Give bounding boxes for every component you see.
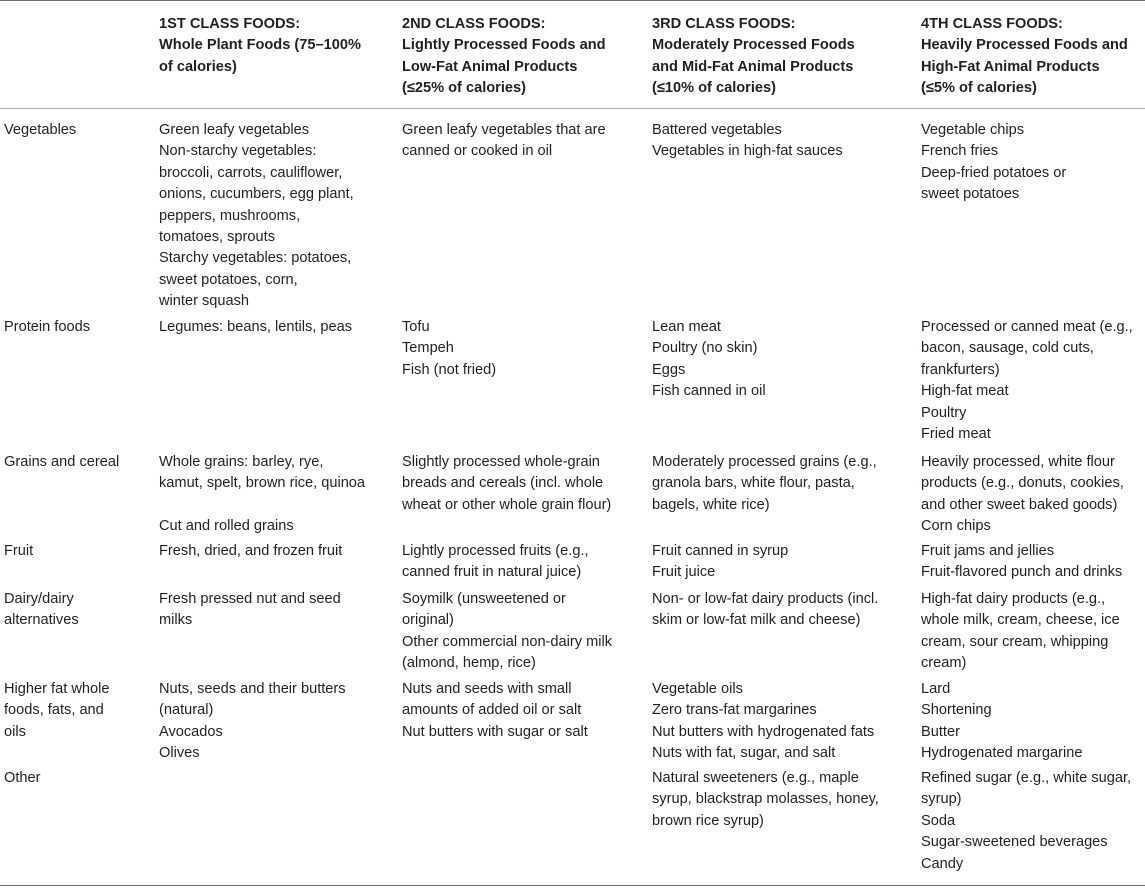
cell-line: oils (4, 723, 26, 740)
cell-line: Olives (159, 745, 200, 762)
cell-line: Other commercial non-dairy milk (402, 633, 613, 650)
cell-line: Vegetables in high-fat sauces (652, 143, 843, 160)
cell-line: bacon, sausage, cold cuts, (921, 340, 1094, 357)
cell-line: peppers, mushrooms, (159, 207, 301, 224)
cell-line: (natural) (159, 702, 214, 719)
cell-line: onions, cucumbers, egg plant, (159, 186, 354, 203)
cell-3rd-class (652, 317, 766, 403)
cell-line: syrup) (921, 791, 962, 808)
cell-line: Non-starchy vegetables: (159, 143, 317, 160)
cell-1st-class (159, 120, 354, 313)
cell-line: amounts of added oil or salt (402, 702, 582, 719)
cell-4th-class (921, 541, 1122, 584)
cell-4th-class (921, 317, 1133, 445)
cell-3rd-class (652, 120, 843, 163)
cell-line: wheat or other whole grain flour) (402, 496, 612, 513)
cell-line: canned or cooked in oil (402, 143, 553, 160)
cell-line: High-fat dairy products (e.g., (921, 591, 1106, 607)
cell-line: Fish canned in oil (652, 383, 766, 400)
cell-line: Processed or canned meat (e.g., (921, 319, 1133, 335)
row-label (4, 541, 33, 562)
table-header-row (0, 14, 1145, 104)
cell-line: winter squash (159, 293, 250, 310)
cell-1st-class (159, 317, 352, 338)
row-label (4, 679, 109, 743)
cell-3rd-class (652, 541, 788, 584)
cell-line: Heavily processed, white flour (921, 454, 1115, 470)
cell-line: Fresh, dried, and frozen fruit (159, 543, 343, 559)
cell-2nd-class (402, 452, 611, 516)
cell-line: Deep-fried potatoes or (921, 164, 1067, 181)
cell-line: Nut butters with sugar or salt (402, 723, 588, 740)
cell-4th-class (921, 768, 1131, 875)
cell-line: skim or low-fat milk and cheese) (652, 612, 861, 629)
cell-line: Higher fat whole (4, 681, 110, 697)
cell-2nd-class (402, 679, 588, 743)
blank-line (159, 495, 365, 516)
cell-line: cream) (921, 655, 967, 672)
cell-line: Nuts and seeds with small (402, 681, 572, 697)
cell-line: Lard (921, 681, 951, 697)
cell-line: and other sweet baked goods) (921, 496, 1118, 513)
cell-line: Fruit (4, 543, 34, 559)
cell-line: Legumes: beans, lentils, peas (159, 319, 353, 335)
cell-line: broccoli, carrots, cauliflower, (159, 164, 343, 181)
cell-line: Vegetable chips (921, 122, 1025, 138)
cell-line: Battered vegetables (652, 122, 782, 138)
cell-line: sweet potatoes (921, 186, 1020, 203)
cell-line: tomatoes, sprouts (159, 229, 275, 246)
cell-line: canned fruit in natural juice) (402, 564, 582, 581)
cell-3rd-class (652, 589, 878, 632)
cell-line: Fruit-flavored punch and drinks (921, 564, 1123, 581)
cell-1st-class (159, 541, 342, 562)
cell-line: granola bars, white flour, pasta, (652, 475, 855, 492)
cell-line: Nut butters with hydrogenated fats (652, 723, 875, 740)
cell-4th-class (921, 120, 1066, 206)
cell-3rd-class (652, 452, 877, 516)
cell-line: Hydrogenated margarine (921, 745, 1083, 762)
cell-line: Vegetable oils (652, 681, 743, 697)
cell-line: High-fat meat (921, 383, 1009, 400)
cell-4th-class (921, 589, 1120, 675)
cell-line: Vegetables (4, 122, 77, 138)
cell-line: Grains and cereal (4, 454, 120, 470)
cell-4th-class (921, 679, 1082, 765)
cell-line: Corn chips (921, 518, 991, 535)
cell-line: sweet potatoes, corn, (159, 271, 298, 288)
header-3rd-class: 3RD CLASS FOODS: Moderately Processed Foods and Mid-Fat Animal Products (≤10% of calories) (652, 16, 855, 97)
cell-line: whole milk, cream, cheese, ice (921, 612, 1120, 629)
header-4th-class: 4TH CLASS FOODS: Heavily Processed Foods and High-Fat Animal Products (≤5% of calories) (921, 16, 1128, 97)
cell-line: Soda (921, 812, 956, 829)
cell-line: Whole grains: barley, rye, (159, 454, 324, 470)
row-label (4, 317, 90, 338)
cell-2nd-class (402, 589, 612, 675)
header-1st-class: 1ST CLASS FOODS: Whole Plant Foods (75–100% of calories) (159, 16, 361, 75)
cell-line: Non- or low-fat dairy products (incl. (652, 591, 879, 607)
cell-line: frankfurters) (921, 361, 1000, 378)
row-label (4, 120, 76, 141)
cell-4th-class (921, 452, 1124, 538)
header-2nd-class: 2ND CLASS FOODS: Lightly Processed Foods and Low-Fat Animal Products (≤25% of calories) (402, 16, 606, 97)
cell-line: Avocados (159, 723, 223, 740)
cell-line: Lightly processed fruits (e.g., (402, 543, 589, 559)
cell-line: Poultry (921, 404, 967, 421)
row-label (4, 589, 79, 632)
cell-2nd-class (402, 541, 589, 584)
cell-line: original) (402, 612, 454, 629)
cell-line: Eggs (652, 361, 686, 378)
cell-line: Zero trans-fat margarines (652, 702, 817, 719)
cell-line: Moderately processed grains (e.g., (652, 454, 877, 470)
cell-line: products (e.g., donuts, cookies, (921, 475, 1124, 492)
cell-line: Tempeh (402, 340, 454, 357)
cell-line: Nuts with fat, sugar, and salt (652, 745, 836, 762)
cell-line: Sugar-sweetened beverages (921, 834, 1108, 851)
cell-1st-class (159, 679, 346, 765)
row-label (4, 768, 41, 789)
header-divider-rule (0, 108, 1145, 109)
cell-line: Fish (not fried) (402, 361, 497, 378)
cell-line: breads and cereals (incl. whole (402, 475, 604, 492)
cell-line: Cut and rolled grains (159, 518, 294, 535)
cell-line: Butter (921, 723, 960, 740)
cell-line: cream, sour cream, whipping (921, 633, 1109, 650)
row-label (4, 452, 119, 473)
cell-line: Green leafy vegetables that are (402, 122, 606, 138)
cell-line: French fries (921, 143, 999, 160)
cell-line: Poultry (no skin) (652, 340, 758, 357)
cell-line: alternatives (4, 612, 79, 629)
cell-line: kamut, spelt, brown rice, quinoa (159, 475, 366, 492)
cell-line: Slightly processed whole-grain (402, 454, 600, 470)
cell-2nd-class (402, 120, 606, 163)
cell-line: Natural sweeteners (e.g., maple (652, 770, 859, 786)
cell-line: Candy (921, 855, 964, 872)
cell-line: Shortening (921, 702, 992, 719)
cell-line: brown rice syrup) (652, 812, 764, 829)
cell-line: Nuts, seeds and their butters (159, 681, 346, 697)
cell-line: Dairy/dairy (4, 591, 74, 607)
cell-line: Green leafy vegetables (159, 122, 310, 138)
cell-2nd-class (402, 317, 496, 381)
cell-line: Refined sugar (e.g., white sugar, (921, 770, 1132, 786)
cell-line: bagels, white rice) (652, 496, 770, 513)
cell-line: Fried meat (921, 426, 991, 443)
cell-1st-class (159, 452, 365, 538)
cell-3rd-class (652, 768, 879, 832)
cell-line: Fruit canned in syrup (652, 543, 789, 559)
table-bottom-rule (0, 885, 1145, 886)
cell-line: milks (159, 612, 193, 629)
cell-line: Fresh pressed nut and seed (159, 591, 341, 607)
table-top-rule (0, 0, 1145, 1)
cell-line: Fruit juice (652, 564, 716, 581)
cell-3rd-class (652, 679, 874, 765)
cell-line: Other (4, 770, 41, 786)
cell-line: Tofu (402, 319, 430, 335)
cell-line: Soymilk (unsweetened or (402, 591, 566, 607)
cell-line: Fruit jams and jellies (921, 543, 1055, 559)
cell-line: syrup, blackstrap molasses, honey, (652, 791, 879, 808)
cell-line: Protein foods (4, 319, 90, 335)
cell-line: Starchy vegetables: potatoes, (159, 250, 352, 267)
cell-line: foods, fats, and (4, 702, 104, 719)
cell-line: Lean meat (652, 319, 721, 335)
cell-1st-class (159, 589, 341, 632)
cell-line: (almond, hemp, rice) (402, 655, 536, 672)
